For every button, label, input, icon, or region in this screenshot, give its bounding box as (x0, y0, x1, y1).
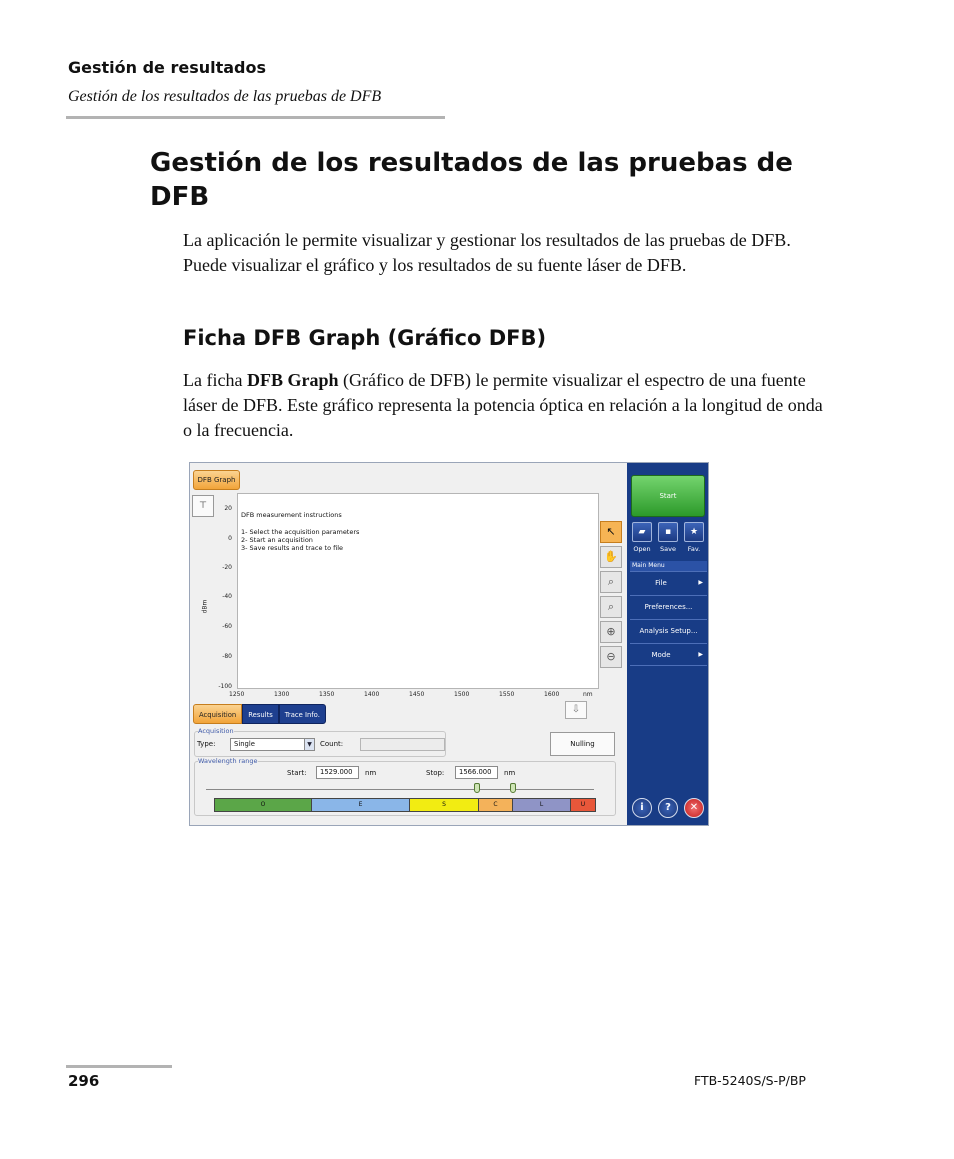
running-header-section: Gestión de resultados (68, 58, 267, 77)
instruction-step: 2- Start an acquisition (241, 536, 313, 544)
main-menu-title: Main Menu (630, 561, 707, 571)
tab-trace-info[interactable]: Trace Info. (279, 704, 326, 724)
footer-rule (66, 1065, 172, 1068)
para-post: (Gráfico de DFB) le permite visualizar el espectro de una fuente láser de DFB. Este gráfico representa la potencia óptica en relación a la longitud de onda o la frecuencia. (183, 370, 823, 440)
x-tick: 1400 (364, 691, 380, 698)
zoom-in-icon[interactable]: ⊕ (600, 621, 622, 643)
section-subtitle: Ficha DFB Graph (Gráfico DFB) (183, 326, 547, 350)
running-header-subsection: Gestión de los resultados de las pruebas de DFB (68, 88, 382, 105)
app-screenshot (189, 462, 709, 826)
tab-results[interactable]: Results (242, 704, 279, 724)
open-label: Open (633, 545, 651, 553)
start-unit: nm (365, 769, 377, 777)
pan-hand-icon[interactable]: ✋ (600, 546, 622, 568)
info-icon[interactable]: i (632, 798, 652, 818)
band-segment: S (410, 799, 479, 811)
start-label: Start: (287, 769, 307, 777)
chevron-right-icon: ▶ (698, 579, 703, 586)
instructions-title: DFB measurement instructions (241, 511, 342, 519)
exit-icon[interactable]: ✕ (684, 798, 704, 818)
menu-item-file[interactable] (630, 571, 707, 594)
menu-file-label: File (655, 579, 667, 587)
bottom-tab-bar (193, 704, 326, 724)
menu-analysis-label: Analysis Setup... (639, 627, 698, 635)
type-label: Type: (197, 740, 216, 748)
type-select-value: Single (234, 740, 255, 748)
type-select[interactable] (230, 738, 315, 751)
marker-tool-icon[interactable]: ⊤ (192, 495, 214, 517)
right-panel (627, 463, 709, 826)
help-icon[interactable]: ? (658, 798, 678, 818)
save-disk-icon[interactable]: ▪ (658, 522, 678, 542)
stop-slider-thumb[interactable] (510, 783, 516, 793)
menu-item-preferences[interactable] (630, 595, 707, 618)
count-field[interactable] (360, 738, 445, 751)
header-rule (66, 116, 445, 119)
x-tick: 1300 (274, 691, 290, 698)
para-pre: La ficha (183, 370, 247, 390)
x-unit: nm (583, 691, 593, 698)
count-label: Count: (320, 740, 344, 748)
zoom-area-icon[interactable]: ⌕ (600, 571, 622, 593)
y-axis-label: dBm (201, 599, 209, 614)
band-segment: L (513, 799, 571, 811)
stop-wavelength-input[interactable]: 1566.000 (455, 766, 498, 779)
wavelength-slider-track[interactable] (206, 789, 594, 790)
x-tick: 1500 (454, 691, 470, 698)
pointer-icon[interactable]: ↖ (600, 521, 622, 543)
zoom-reset-icon[interactable]: ⌕ (600, 596, 622, 618)
y-tick: 0 (228, 535, 232, 542)
measurement-instructions (241, 511, 359, 552)
band-segment: O (215, 799, 312, 811)
tab-dfb-graph[interactable]: DFB Graph (193, 470, 240, 490)
open-folder-icon[interactable]: ▰ (632, 522, 652, 542)
menu-item-mode[interactable] (630, 643, 707, 666)
save-label: Save (660, 545, 676, 553)
y-tick: -40 (222, 593, 232, 600)
zoom-out-icon[interactable]: ⊖ (600, 646, 622, 668)
wavelength-group-label: Wavelength range (198, 757, 258, 765)
product-model: FTB-5240S/S-P/BP (694, 1073, 806, 1088)
collapse-arrow-icon[interactable]: ⇩ (565, 701, 587, 719)
start-button[interactable]: Start (631, 475, 705, 517)
y-tick: -80 (222, 653, 232, 660)
y-tick: 20 (224, 505, 232, 512)
menu-mode-label: Mode (651, 651, 671, 659)
chevron-right-icon: ▶ (698, 651, 703, 658)
band-segment: E (312, 799, 410, 811)
x-tick: 1450 (409, 691, 425, 698)
para-bold-term: DFB Graph (246, 370, 339, 390)
graph-toolbar (600, 521, 624, 671)
intro-paragraph: La aplicación le permite visualizar y gestionar los resultados de las pruebas de DFB. Puede visualizar el gráfico y los resultados de su fuente láser de DFB. (183, 230, 791, 275)
stop-label: Stop: (426, 769, 445, 777)
band-bar (214, 798, 596, 812)
page-number: 296 (68, 1072, 100, 1090)
acquisition-group-label: Acquisition (198, 727, 234, 735)
y-tick: -100 (218, 683, 232, 690)
tab-acquisition[interactable]: Acquisition (193, 704, 242, 724)
x-tick: 1250 (229, 691, 245, 698)
x-tick: 1350 (319, 691, 335, 698)
start-wavelength-input[interactable]: 1529.000 (316, 766, 359, 779)
nulling-button[interactable]: Nulling (550, 732, 615, 756)
page-title: Gestión de los resultados de las pruebas de DFB (150, 148, 793, 212)
menu-preferences-label: Preferences... (644, 603, 693, 611)
x-tick: 1550 (499, 691, 515, 698)
menu-item-analysis-setup[interactable] (630, 619, 707, 642)
chevron-down-icon: ▼ (304, 739, 314, 750)
y-tick: -60 (222, 623, 232, 630)
favorites-star-icon[interactable]: ★ (684, 522, 704, 542)
x-tick: 1600 (544, 691, 560, 698)
fav-label: Fav. (687, 545, 701, 553)
band-segment: U (571, 799, 595, 811)
instruction-step: 1- Select the acquisition parameters (241, 528, 360, 536)
band-segment: C (479, 799, 513, 811)
y-tick: -20 (222, 564, 232, 571)
instruction-step: 3- Save results and trace to file (241, 544, 344, 552)
start-slider-thumb[interactable] (474, 783, 480, 793)
stop-unit: nm (504, 769, 516, 777)
tab-description-paragraph (183, 368, 823, 443)
